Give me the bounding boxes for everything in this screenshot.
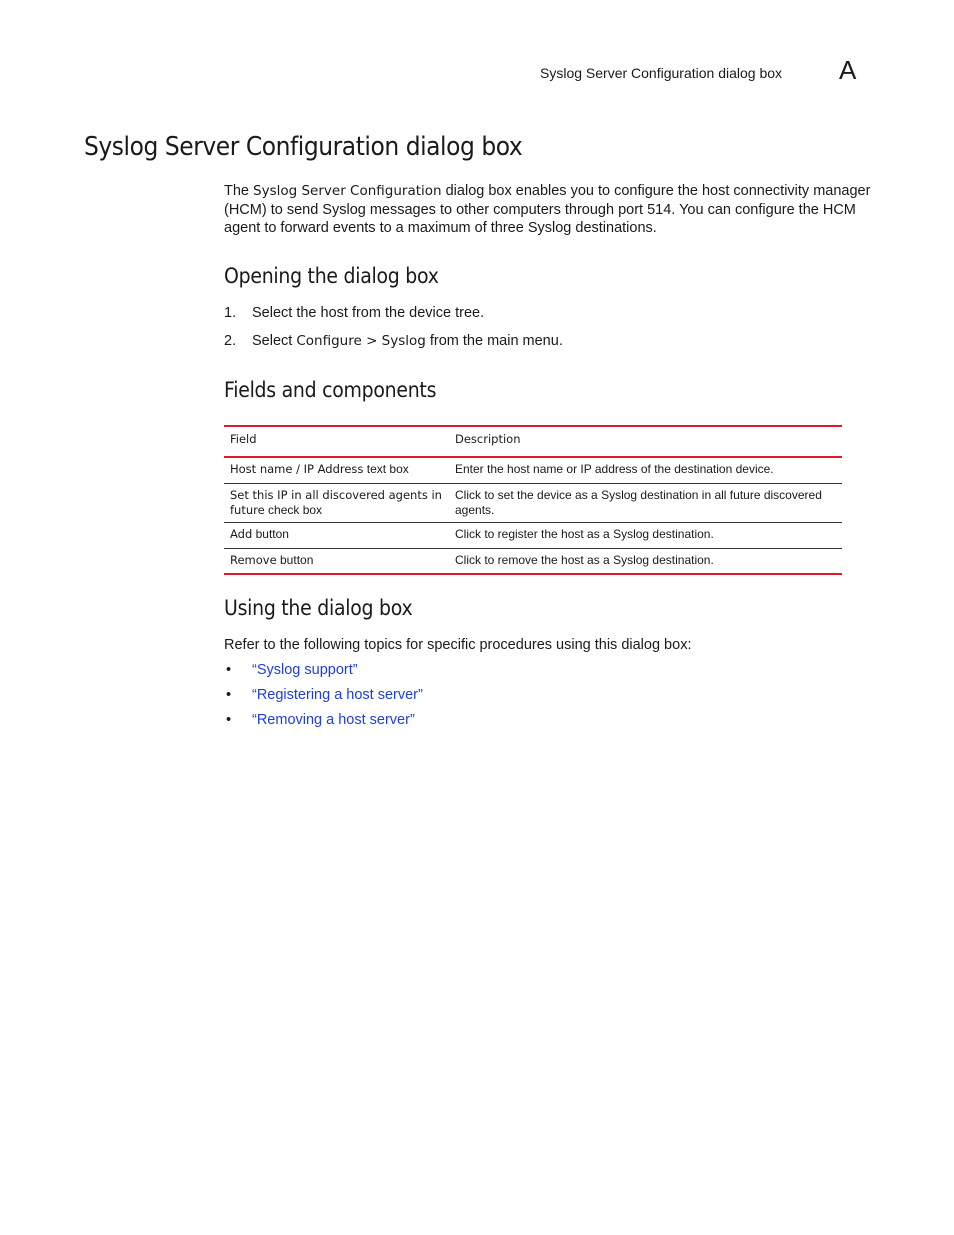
appendix-letter: A [839,55,857,85]
field-type: button [276,552,314,567]
step-text-before: Select [252,333,297,349]
field-name: Set this IP in all discovered agents in future [230,487,442,517]
field-type: button [252,526,289,541]
list-item [224,662,423,687]
intro-paragraph [224,182,874,238]
step-number: 1. [224,305,237,321]
using-intro: Refer to the following topics for specific procedures using this dialog box: [224,637,692,653]
table-cell-description: Click to set the device as a Syslog destination in all future discovered agents. [455,487,822,517]
steps-list [224,305,563,361]
section-heading-fields: Fields and components [224,378,437,402]
table-cell-field [224,522,449,548]
table-header-row [224,426,842,457]
running-header: Syslog Server Configuration dialog box [540,65,783,81]
step-item [224,305,563,333]
intro-before: The [224,183,254,199]
list-item [224,712,423,737]
link-syslog-support[interactable]: “Syslog support” [252,662,358,678]
table-cell-field [224,457,449,483]
page-title: Syslog Server Configuration dialog box [84,132,523,162]
bullet-icon: • [226,662,232,678]
table-row [224,483,842,522]
table-header-description: Description [455,432,521,446]
table-row [224,522,842,548]
step-menu-path: Configure > Syslog [296,333,426,349]
link-removing-host-server[interactable]: “Removing a host server” [252,712,415,728]
field-type: check box [264,502,323,517]
step-item [224,333,563,361]
intro-after: dialog box enables you to configure the host connectivity manager (HCM) to send Syslog messages to other computers through port 514. You can configure the HCM agent to forward events to a maximum of three Syslog destinations. [224,183,871,236]
field-type: text box [363,462,409,476]
table-header-field: Field [230,432,257,446]
table-cell-field [224,483,449,522]
topic-links-list [224,662,423,737]
intro-bold: Syslog Server Configuration [253,183,442,199]
table-cell-description: Enter the host name or IP address of the destination device. [455,462,774,476]
section-heading-opening: Opening the dialog box [224,264,439,288]
step-text: Select the host from the device tree. [252,305,485,321]
fields-table [224,425,842,575]
field-name: Remove [230,552,277,567]
step-text-after: from the main menu. [425,333,563,349]
link-registering-host-server[interactable]: “Registering a host server” [252,687,423,703]
step-number: 2. [224,333,237,349]
list-item [224,687,423,712]
bullet-icon: • [226,712,232,728]
section-heading-using: Using the dialog box [224,596,413,620]
field-name: Add [230,526,253,541]
table-row [224,548,842,574]
table-row [224,457,842,483]
bullet-icon: • [226,687,232,703]
field-name: Host name / IP Address [230,462,364,476]
table-cell-description: Click to register the host as a Syslog destination. [455,526,714,541]
table-cell-field [224,548,449,574]
table-cell-description: Click to remove the host as a Syslog destination. [455,552,714,567]
